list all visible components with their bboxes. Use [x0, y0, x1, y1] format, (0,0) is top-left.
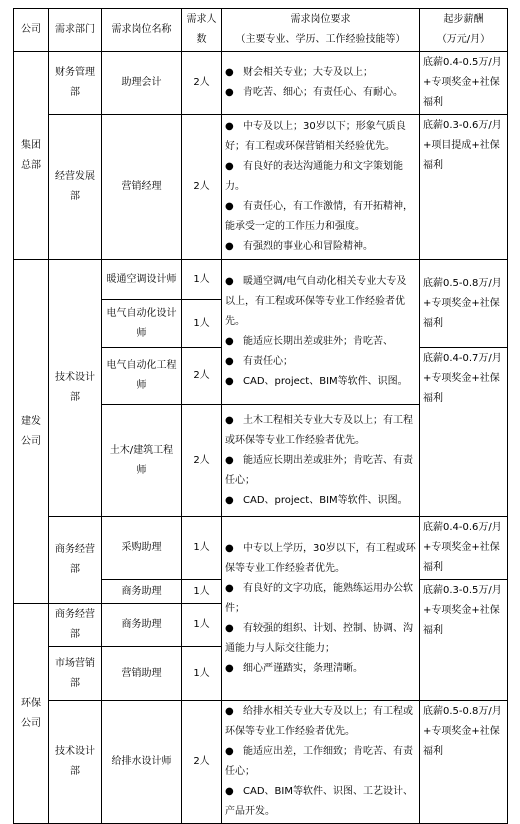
req-item: ● 能适应出差，工作细致；肯吃苦、有责任心； [225, 742, 416, 782]
salary-cell: 底薪0.4-0.7万/月+专项奖金+社保福利 [420, 348, 508, 517]
bullet-icon: ● [225, 276, 234, 287]
table-row [14, 52, 508, 115]
header-req-line1: 需求岗位要求 [290, 14, 351, 25]
req-item: ● CAD、project、BIM等软件、识图。 [225, 491, 416, 511]
count-cell: 1人 [182, 647, 222, 701]
requirements-cell [222, 260, 420, 405]
req-item: ● CAD、BIM等软件、识图、工艺设计、产品开发。 [225, 782, 416, 822]
bullet-icon: ● [225, 582, 234, 594]
requirements-cell [222, 52, 420, 115]
position-cell: 营销经理 [102, 115, 182, 260]
bullet-icon: ● [225, 336, 234, 347]
bullet-icon: ● [225, 494, 234, 506]
bullet-icon: ● [225, 414, 234, 426]
bullet-icon: ● [225, 376, 234, 387]
bullet-icon: ● [225, 201, 234, 212]
count-cell: 2人 [182, 348, 222, 405]
position-cell: 土木/建筑工程师 [102, 405, 182, 517]
header-salary [420, 9, 508, 52]
salary-cell: 底薪0.5-0.8万/月+专项奖金+社保福利 [420, 701, 508, 824]
bullet-icon: ● [225, 87, 234, 98]
table-row [14, 260, 508, 300]
header-company: 公司 [14, 9, 49, 52]
header-count: 需求人数 [182, 9, 222, 52]
count-cell: 2人 [182, 115, 222, 260]
req-item: ● 能适应长期出差或驻外；肯吃苦、有责任心； [225, 451, 416, 491]
count-cell: 1人 [182, 300, 222, 348]
dept-cell: 市场营销部 [49, 647, 102, 701]
dept-cell: 财务管理部 [49, 52, 102, 115]
count-cell: 2人 [182, 405, 222, 517]
bullet-icon: ● [225, 356, 234, 367]
req-item: ● 给排水相关专业大专及以上；有工程或环保等专业工作经验者优先。 [225, 702, 416, 742]
requirements-cell [222, 517, 420, 701]
dept-cell: 经营发展部 [49, 115, 102, 260]
header-dept: 需求部门 [49, 9, 102, 52]
position-cell: 商务助理 [102, 580, 182, 604]
bullet-icon: ● [225, 746, 234, 757]
dept-cell: 商务经营部 [49, 517, 102, 604]
bullet-icon: ● [225, 622, 234, 634]
req-item: ● CAD、project、BIM等软件、识图。 [225, 372, 416, 392]
bullet-icon: ● [225, 121, 234, 132]
header-position: 需求岗位名称 [102, 9, 182, 52]
req-item: ● 土木工程相关专业大专及以上；有工程或环保等专业工作经验者优先。 [225, 411, 416, 451]
dept-cell: 商务经营部 [49, 604, 102, 647]
header-row [14, 9, 508, 52]
req-item: ● 有良好的表达沟通能力和文字策划能力。 [225, 157, 416, 197]
req-item: ● 有责任心，有工作激情，有开拓精神，能承受一定的工作压力和强度。 [225, 197, 416, 237]
req-item: ● 中专以上学历，30岁以下，有工程或环保等专业工作经验者优先。 [225, 539, 416, 579]
bullet-icon: ● [225, 786, 234, 797]
recruitment-table [13, 8, 508, 824]
count-cell: 1人 [182, 517, 222, 580]
table-row [14, 701, 508, 824]
req-item: ● 有较强的组织、计划、控制、协调、沟通能力与人际交往能力； [225, 619, 416, 659]
req-item: ● 有强烈的事业心和冒险精神。 [225, 237, 416, 257]
bullet-icon: ● [225, 161, 234, 172]
bullet-icon: ● [225, 706, 234, 717]
dept-cell: 技术设计部 [49, 260, 102, 517]
count-cell: 2人 [182, 52, 222, 115]
dept-cell: 技术设计部 [49, 701, 102, 824]
req-item: ● 能适应长期出差或驻外；肯吃苦、 [225, 332, 416, 352]
company-cell: 环保公司 [14, 604, 49, 824]
requirements-cell [222, 701, 420, 824]
req-item: ● 有责任心； [225, 352, 416, 372]
requirements-cell [222, 115, 420, 260]
salary-cell: 底薪0.3-0.6万/月+项目提成+社保福利 [420, 115, 508, 260]
req-item: ● 财会相关专业；大专及以上； [225, 63, 416, 83]
table-row [14, 115, 508, 260]
req-item: ● 肯吃苦、细心；有责任心、有耐心。 [225, 83, 416, 103]
salary-cell: 底薪0.4-0.6万/月+专项奖金+社保福利 [420, 517, 508, 580]
req-item: ● 中专及以上；30岁以下；形象气质良好；有工程或环保营销相关经验优先。 [225, 117, 416, 157]
count-cell: 1人 [182, 580, 222, 604]
header-req-line2: （主要专业、学历、工作经验技能等） [235, 34, 406, 45]
bullet-icon: ● [225, 542, 234, 554]
position-cell: 助理会计 [102, 52, 182, 115]
header-salary-line2: （万元/月） [436, 34, 491, 45]
company-cell: 建发公司 [14, 260, 49, 604]
req-item: ● 细心严谨踏实，条理清晰。 [225, 659, 416, 679]
company-cell: 集团总部 [14, 52, 49, 260]
salary-cell: 底薪0.5-0.8万/月+专项奖金+社保福利 [420, 260, 508, 348]
requirements-cell [222, 405, 420, 517]
header-salary-line1: 起步薪酬 [443, 14, 484, 25]
count-cell: 2人 [182, 701, 222, 824]
table-row [14, 517, 508, 580]
bullet-icon: ● [225, 454, 234, 466]
position-cell: 商务助理 [102, 604, 182, 647]
req-item: ● 暖通空调/电气自动化相关专业大专及以上，有工程或环保等专业工作经验者优先。 [225, 272, 416, 332]
count-cell: 1人 [182, 604, 222, 647]
bullet-icon: ● [225, 241, 234, 252]
bullet-icon: ● [225, 67, 234, 78]
position-cell: 给排水设计师 [102, 701, 182, 824]
position-cell: 电气自动化设计师 [102, 300, 182, 348]
salary-cell: 底薪0.3-0.5万/月+专项奖金+社保福利 [420, 580, 508, 701]
req-item: ● 有良好的文字功底，能熟练运用办公软件； [225, 579, 416, 619]
position-cell: 电气自动化工程师 [102, 348, 182, 405]
position-cell: 采购助理 [102, 517, 182, 580]
salary-cell: 底薪0.4-0.5万/月+专项奖金+社保福利 [420, 52, 508, 115]
header-requirements [222, 9, 420, 52]
bullet-icon: ● [225, 662, 234, 674]
position-cell: 营销助理 [102, 647, 182, 701]
count-cell: 1人 [182, 260, 222, 300]
position-cell: 暖通空调设计师 [102, 260, 182, 300]
